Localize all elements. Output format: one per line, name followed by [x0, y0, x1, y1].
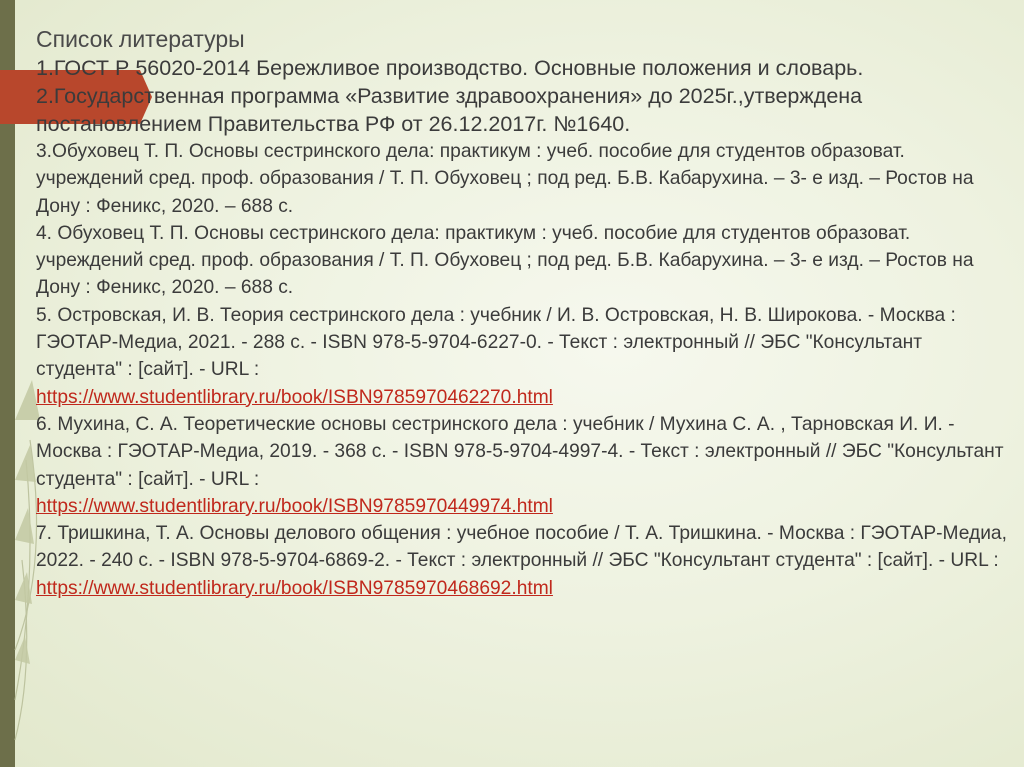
bibliography — [36, 24, 1011, 602]
page-title: Список литературы — [36, 26, 245, 52]
reference-item-7 — [36, 520, 1011, 602]
reference-item-1: 1.ГОСТ Р 56020-2014 Бережливое производство. Основные положения и словарь. — [36, 56, 864, 80]
reference-link[interactable]: https://www.studentlibrary.ru/book/ISBN9785970468692.html — [36, 577, 553, 599]
reference-item-4: 4. Обуховец Т. П. Основы сестринского дела: практикум : учеб. пособие для студентов образоват. учреждений сред. проф. образования / Т. П. Обуховец ; под ред. Б.В. Кабарухина. – 3- е изд. – Ростов на Дону : Феникс, 2020. – 688 с. — [36, 222, 974, 299]
reference-item-3: 3.Обуховец Т. П. Основы сестринского дела: практикум : учеб. пособие для студентов образоват. учреждений сред. проф. образования / Т. П. Обуховец ; под ред. Б.В. Кабарухина. – 3- е изд. – Ростов на Дону : Феникс, 2020. – 688 с. — [36, 141, 974, 217]
reference-link[interactable]: https://www.studentlibrary.ru/book/ISBN9785970462270.html — [36, 386, 553, 408]
reference-text: 6. Мухина, С. А. Теоретические основы сестринского дела : учебник / Мухина С. А. , Тарновская И. И. - Москва : ГЭОТАР-Медиа, 2019. - 368 с. - ISBN 978-5-9704-4997-4. - Текст : электронный // ЭБС "Консультант студента" : [сайт]. - URL : — [36, 413, 1004, 490]
reference-item-5 — [36, 302, 1011, 411]
reference-link[interactable]: https://www.studentlibrary.ru/book/ISBN9785970449974.html — [36, 495, 553, 517]
reference-item-6 — [36, 411, 1011, 520]
reference-text: 7. Тришкина, Т. А. Основы делового общения : учебное пособие / Т. А. Тришкина. - Москва : ГЭОТАР-Медиа, 2022. - 240 с. - ISBN 978-5-9704-6869-2. - Текст : электронный // ЭБС "Консультант студента" : [сайт]. - URL : — [36, 523, 1007, 572]
reference-item-2: 2.Государственная программа «Развитие здравоохранения» до 2025г.,утверждена постановлением Правительства РФ от 26.12.2017г. №1640. — [36, 84, 863, 136]
reference-text: 5. Островская, И. В. Теория сестринского дела : учебник / И. В. Островская, Н. В. Широкова. - Москва : ГЭОТАР-Медиа, 2021. - 288 с. - ISBN 978-5-9704-6227-0. - Текст : электронный // ЭБС "Консультант студента" : [сайт]. - URL : — [36, 304, 956, 381]
